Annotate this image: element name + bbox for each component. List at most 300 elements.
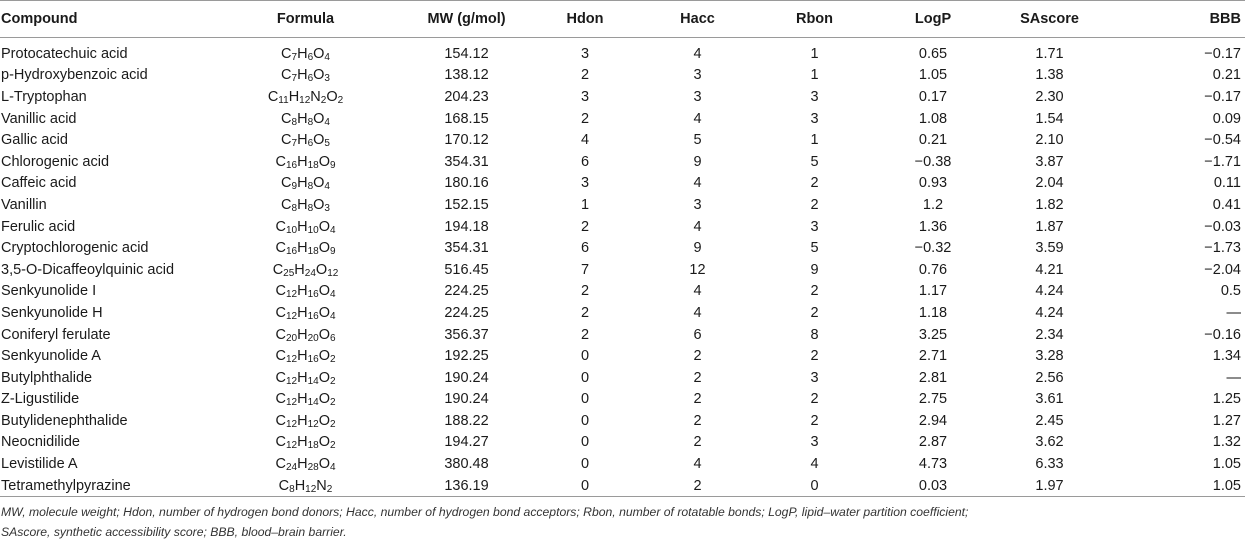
cell-sascore: 4.24 — [1035, 304, 1064, 321]
cell-logp: −0.38 — [914, 153, 952, 170]
formula-subscript: 16 — [307, 310, 319, 322]
cell-hacc: 2 — [693, 412, 702, 429]
formula-subscript: 8 — [289, 483, 295, 495]
cell-mw: 194.18 — [444, 218, 489, 235]
formula-subscript: 16 — [307, 289, 319, 301]
formula-element: H — [297, 283, 308, 300]
cell-sascore: 2.04 — [1035, 175, 1064, 192]
cell-compound: 3,5-O-Dicaffeoylquinic acid — [1, 261, 175, 278]
cell-logp: 4.73 — [918, 456, 948, 473]
table-row — [0, 475, 1245, 497]
cell-hacc: 12 — [689, 261, 706, 278]
cell-hdon: 2 — [580, 67, 590, 84]
cell-compound: Butylphthalide — [1, 369, 93, 386]
header-bbb: BBB — [1107, 1, 1245, 38]
formula-subscript: 4 — [329, 224, 336, 236]
cell-hacc: 4 — [693, 175, 702, 192]
cell-hacc: 3 — [693, 196, 702, 213]
formula-subscript: 12 — [305, 483, 317, 495]
footnote-line: MW, molecule weight; Hdon, number of hydrogen bond donors; Hacc, number of hydrogen bond acceptors; Rbon, number of rotatable bonds; LogP, lipid–water partition coefficient; — [1, 505, 969, 519]
cell-sascore: 6.33 — [1035, 456, 1064, 473]
cell-rbon: 3 — [810, 369, 819, 386]
formula-subscript: 10 — [285, 224, 298, 236]
formula-element: H — [297, 45, 308, 62]
cell-rbon: 1 — [810, 45, 819, 62]
formula-subscript: 18 — [307, 246, 319, 258]
formula-subscript: 10 — [307, 224, 319, 236]
cell-rbon: 5 — [810, 153, 819, 170]
table-row — [0, 237, 1245, 259]
cell-logp: 2.81 — [918, 369, 948, 386]
cell-bbb: −1.73 — [1204, 240, 1241, 257]
formula-subscript: 18 — [307, 440, 319, 452]
formula-element: O — [326, 88, 338, 105]
formula-subscript: 28 — [307, 462, 319, 474]
cell-mw: 516.45 — [444, 261, 489, 278]
cell-bbb: −0.03 — [1204, 218, 1241, 235]
cell-mw: 188.22 — [444, 412, 489, 429]
cell-formula — [208, 173, 403, 195]
cell-formula — [208, 345, 403, 367]
formula-element: O — [315, 261, 328, 278]
formula-element: H — [297, 326, 308, 343]
formula-element: H — [297, 132, 308, 149]
formula-element: C — [278, 477, 290, 494]
cell-mw: 356.37 — [444, 326, 489, 343]
cell-formula — [208, 129, 403, 151]
cell-hacc: 3 — [693, 67, 702, 84]
header-formula: Formula — [208, 1, 403, 38]
cell-logp: 0.65 — [918, 45, 948, 62]
cell-bbb: 1.27 — [1212, 412, 1241, 429]
cell-logp: 2.87 — [918, 434, 948, 451]
cell-rbon: 8 — [810, 326, 819, 343]
formula-subscript: 9 — [329, 246, 336, 258]
formula-subscript: 16 — [307, 354, 319, 366]
formula-element: O — [318, 283, 330, 300]
cell-hdon: 1 — [580, 196, 590, 213]
formula-element: H — [297, 369, 308, 386]
formula-subscript: 12 — [285, 310, 298, 322]
formula-subscript: 9 — [291, 181, 298, 193]
formula-subscript: 16 — [285, 246, 298, 258]
formula-element: H — [297, 153, 308, 170]
table-row — [0, 86, 1245, 108]
cell-logp: 2.75 — [918, 391, 948, 408]
cell-rbon: 1 — [810, 67, 819, 84]
formula-subscript: 12 — [307, 418, 319, 430]
formula-element: O — [318, 218, 330, 235]
header-logp: LogP — [874, 1, 992, 38]
table-header-row — [0, 1, 1245, 38]
formula-subscript: 7 — [291, 138, 298, 150]
cell-compound: Ferulic acid — [1, 218, 76, 235]
formula-element: C — [275, 218, 286, 235]
cell-bbb: 1.32 — [1212, 434, 1241, 451]
cell-hdon: 2 — [580, 326, 590, 343]
cell-rbon: 1 — [810, 132, 819, 149]
cell-rbon: 4 — [810, 456, 819, 473]
header-mw: MW (g/mol) — [403, 1, 530, 38]
cell-logp: 2.94 — [918, 412, 948, 429]
cell-sascore: 1.87 — [1035, 218, 1064, 235]
cell-bbb: 0.5 — [1220, 283, 1241, 300]
cell-mw: 354.31 — [444, 153, 489, 170]
cell-hdon: 7 — [580, 261, 590, 278]
cell-rbon: 3 — [810, 434, 819, 451]
cell-hacc: 5 — [693, 132, 702, 149]
cell-formula — [208, 65, 403, 87]
cell-formula — [208, 194, 403, 216]
formula-element: H — [297, 67, 308, 84]
table-body — [0, 38, 1245, 497]
cell-hacc: 2 — [693, 391, 702, 408]
formula-subscript: 14 — [307, 397, 319, 409]
formula-element: H — [297, 175, 308, 192]
cell-sascore: 2.34 — [1035, 326, 1064, 343]
cell-logp: 0.21 — [918, 132, 948, 149]
formula-subscript: 2 — [329, 440, 336, 452]
formula-subscript: 2 — [320, 94, 327, 106]
cell-bbb: 0.21 — [1212, 67, 1241, 84]
cell-logp: 0.76 — [918, 261, 948, 278]
formula-element: C — [281, 45, 292, 62]
cell-hdon: 2 — [580, 110, 590, 127]
cell-formula — [208, 453, 403, 475]
formula-subscript: 24 — [285, 462, 298, 474]
cell-logp: 3.25 — [918, 326, 948, 343]
cell-bbb: −2.04 — [1204, 261, 1241, 278]
cell-mw: 154.12 — [444, 45, 489, 62]
table-row — [0, 194, 1245, 216]
formula-subscript: 4 — [329, 462, 336, 474]
cell-hdon: 3 — [580, 45, 590, 62]
footnote-line: SAscore, synthetic accessibility score; BBB, blood–brain barrier. — [1, 524, 347, 539]
cell-sascore: 3.61 — [1035, 391, 1064, 408]
formula-subscript: 4 — [324, 51, 330, 63]
formula-element: H — [297, 196, 308, 213]
formula-element: N — [316, 477, 327, 494]
cell-bbb: 0.11 — [1213, 175, 1241, 192]
formula-element: O — [318, 369, 330, 386]
cell-hacc: 4 — [693, 45, 702, 62]
formula-subscript: 8 — [291, 202, 298, 214]
cell-logp: 0.03 — [874, 475, 992, 497]
formula-element: C — [275, 326, 286, 343]
cell-compound: Cryptochlorogenic acid — [1, 240, 149, 257]
cell-hdon: 6 — [580, 153, 590, 170]
cell-formula — [208, 259, 403, 281]
cell-compound: Caffeic acid — [1, 175, 77, 192]
formula-subscript: 25 — [283, 267, 295, 279]
formula-element: C — [281, 67, 292, 84]
cell-sascore: 3.59 — [1035, 240, 1064, 257]
cell-rbon: 2 — [810, 412, 819, 429]
header-sascore: SAscore — [992, 1, 1107, 38]
cell-bbb: −0.17 — [1204, 45, 1241, 62]
formula-subscript: 2 — [329, 397, 336, 409]
cell-bbb: 0.09 — [1212, 110, 1241, 127]
formula-subscript: 4 — [324, 116, 330, 128]
table-footnote — [1, 503, 1141, 542]
formula-element: C — [275, 240, 286, 257]
formula-element: C — [281, 132, 292, 149]
table-row — [0, 43, 1245, 65]
cell-logp: 1.18 — [918, 304, 948, 321]
formula-element: O — [313, 175, 325, 192]
cell-hacc: 4 — [693, 110, 702, 127]
cell-formula — [208, 281, 403, 303]
cell-sascore: 1.71 — [1035, 45, 1064, 62]
cell-compound: Protocatechuic acid — [1, 45, 128, 62]
header-rbon: Rbon — [755, 1, 874, 38]
cell-bbb: −0.16 — [1204, 326, 1241, 343]
cell-logp: 2.71 — [918, 348, 948, 365]
formula-element: O — [318, 348, 330, 365]
formula-subscript: 7 — [291, 73, 298, 85]
cell-compound: p-Hydroxybenzoic acid — [1, 67, 148, 84]
formula-element: C — [275, 348, 286, 365]
cell-mw: 224.25 — [444, 304, 489, 321]
formula-element: H — [288, 88, 300, 105]
formula-element: O — [313, 67, 325, 84]
formula-element: H — [297, 240, 308, 257]
cell-hacc: 9 — [693, 240, 702, 257]
formula-element: O — [318, 153, 330, 170]
formula-subscript: 12 — [285, 354, 298, 366]
cell-sascore: 2.45 — [1035, 412, 1064, 429]
formula-subscript: 12 — [285, 289, 298, 301]
formula-subscript: 9 — [329, 159, 336, 171]
cell-hacc: 2 — [640, 475, 755, 497]
formula-subscript: 4 — [324, 181, 330, 193]
formula-subscript: 12 — [285, 418, 298, 430]
cell-mw: 152.15 — [444, 196, 489, 213]
cell-compound: Chlorogenic acid — [1, 153, 110, 170]
cell-hacc: 2 — [693, 369, 702, 386]
cell-mw: 190.24 — [444, 369, 489, 386]
cell-bbb: 1.25 — [1212, 391, 1241, 408]
cell-hacc: 4 — [693, 218, 702, 235]
cell-compound: Senkyunolide H — [1, 304, 103, 321]
cell-sascore: 2.56 — [1035, 369, 1064, 386]
cell-formula — [208, 432, 403, 454]
formula-element: H — [297, 348, 308, 365]
formula-element: H — [297, 434, 308, 451]
formula-element: O — [313, 45, 325, 62]
header-hdon: Hdon — [530, 1, 640, 38]
cell-formula — [208, 410, 403, 432]
cell-mw: 354.31 — [444, 240, 489, 257]
cell-rbon: 3 — [810, 218, 819, 235]
cell-mw: 168.15 — [444, 110, 489, 127]
cell-hdon: 0 — [580, 391, 590, 408]
cell-formula — [208, 151, 403, 173]
table-row — [0, 108, 1245, 130]
cell-rbon: 2 — [810, 304, 819, 321]
cell-compound: Neocnidilide — [1, 434, 80, 451]
formula-subscript: 20 — [285, 332, 298, 344]
cell-logp: −0.32 — [914, 240, 952, 257]
cell-rbon: 3 — [810, 110, 819, 127]
formula-element: C — [275, 434, 286, 451]
cell-logp: 1.2 — [922, 196, 944, 213]
formula-element: H — [297, 391, 308, 408]
cell-rbon: 2 — [810, 283, 819, 300]
cell-logp: 1.17 — [918, 283, 948, 300]
cell-sascore: 1.54 — [1035, 110, 1064, 127]
cell-rbon: 0 — [755, 475, 874, 497]
cell-hdon: 0 — [580, 456, 590, 473]
cell-formula — [208, 216, 403, 238]
formula-subscript: 18 — [307, 159, 319, 171]
formula-subscript: 5 — [324, 138, 330, 150]
cell-rbon: 9 — [810, 261, 819, 278]
cell-logp: 1.36 — [918, 218, 948, 235]
cell-rbon: 2 — [810, 348, 819, 365]
cell-bbb: −1.71 — [1204, 153, 1241, 170]
cell-sascore: 4.21 — [1035, 261, 1064, 278]
formula-element: O — [318, 391, 330, 408]
formula-subscript: 6 — [307, 51, 314, 63]
table-row — [0, 389, 1245, 411]
table-row — [0, 173, 1245, 195]
formula-subscript: 2 — [337, 94, 344, 106]
cell-hacc: 2 — [693, 348, 702, 365]
cell-mw: 138.12 — [444, 67, 489, 84]
formula-element: C — [275, 153, 286, 170]
table-row — [0, 65, 1245, 87]
cell-sascore: 3.87 — [1035, 153, 1064, 170]
cell-hacc: 4 — [693, 304, 702, 321]
cell-hdon: 2 — [580, 304, 590, 321]
formula-subscript: 6 — [307, 138, 314, 150]
cell-sascore: 4.24 — [1035, 283, 1064, 300]
table-row — [0, 453, 1245, 475]
formula-element: C — [275, 391, 286, 408]
cell-rbon: 2 — [810, 391, 819, 408]
cell-mw: 136.19 — [403, 475, 530, 497]
cell-sascore: 1.82 — [1035, 196, 1064, 213]
formula-element: H — [294, 261, 305, 278]
formula-subscript: 2 — [326, 483, 333, 495]
cell-sascore: 3.28 — [1035, 348, 1064, 365]
cell-hdon: 0 — [530, 475, 640, 497]
cell-compound: Senkyunolide A — [1, 348, 101, 365]
formula-subscript: 12 — [285, 397, 298, 409]
cell-mw: 194.27 — [444, 434, 489, 451]
cell-bbb: 1.34 — [1212, 348, 1241, 365]
cell-hdon: 0 — [580, 412, 590, 429]
table-row — [0, 367, 1245, 389]
cell-mw: 180.16 — [444, 175, 489, 192]
cell-compound: Levistilide A — [1, 456, 78, 473]
cell-compound: Gallic acid — [1, 132, 68, 149]
cell-hacc: 3 — [693, 88, 702, 105]
cell-compound: Z-Ligustilide — [1, 391, 80, 408]
formula-subscript: 14 — [307, 375, 319, 387]
formula-element: C — [275, 304, 286, 321]
cell-sascore: 1.97 — [992, 475, 1107, 497]
table-row — [0, 432, 1245, 454]
cell-bbb: −0.17 — [1204, 88, 1241, 105]
cell-compound: Senkyunolide I — [1, 283, 97, 300]
table-row — [0, 281, 1245, 303]
table-row — [0, 216, 1245, 238]
cell-bbb: 1.05 — [1212, 456, 1241, 473]
cell-sascore: 2.30 — [1035, 88, 1064, 105]
cell-formula — [208, 389, 403, 411]
cell-logp: 1.05 — [918, 67, 948, 84]
cell-hacc: 4 — [693, 283, 702, 300]
formula-subscript: 6 — [329, 332, 336, 344]
cell-compound: Butylidenephthalide — [1, 412, 128, 429]
formula-subscript: 3 — [324, 202, 330, 214]
formula-subscript: 12 — [285, 375, 298, 387]
cell-bbb: — — [1226, 304, 1241, 321]
table-row — [0, 410, 1245, 432]
cell-sascore: 2.10 — [1035, 132, 1064, 149]
cell-hdon: 0 — [580, 348, 590, 365]
cell-formula — [208, 108, 403, 130]
formula-element: O — [318, 412, 330, 429]
formula-element: O — [318, 456, 330, 473]
cell-hdon: 6 — [580, 240, 590, 257]
formula-subscript: 7 — [291, 51, 298, 63]
cell-logp: 0.17 — [918, 88, 948, 105]
formula-subscript: 8 — [307, 202, 314, 214]
formula-element: C — [275, 369, 286, 386]
formula-element: O — [318, 434, 330, 451]
cell-hdon: 0 — [580, 434, 590, 451]
cell-compound: Vanillic acid — [1, 110, 77, 127]
formula-subscript: 6 — [307, 73, 314, 85]
formula-element: C — [272, 261, 284, 278]
formula-subscript: 3 — [324, 73, 330, 85]
formula-subscript: 16 — [285, 159, 298, 171]
cell-formula — [208, 43, 403, 65]
formula-element: N — [310, 88, 321, 105]
formula-subscript: 12 — [299, 94, 311, 106]
cell-rbon: 2 — [810, 175, 819, 192]
formula-subscript: 20 — [307, 332, 319, 344]
formula-subscript: 24 — [304, 267, 316, 279]
cell-compound: Coniferyl ferulate — [1, 326, 111, 343]
cell-logp: 1.08 — [918, 110, 948, 127]
cell-bbb: 0.41 — [1212, 196, 1241, 213]
formula-subscript: 4 — [329, 310, 336, 322]
cell-mw: 224.25 — [444, 283, 489, 300]
formula-element: O — [313, 110, 325, 127]
cell-hdon: 3 — [580, 175, 590, 192]
cell-hacc: 2 — [693, 434, 702, 451]
cell-sascore: 1.38 — [1035, 67, 1064, 84]
formula-subscript: 11 — [278, 94, 289, 106]
table-row — [0, 151, 1245, 173]
formula-subscript: 8 — [291, 116, 298, 128]
formula-element: O — [313, 196, 325, 213]
cell-hdon: 2 — [580, 218, 590, 235]
cell-sascore: 3.62 — [1035, 434, 1064, 451]
cell-mw: 204.23 — [444, 88, 489, 105]
cell-hacc: 6 — [693, 326, 702, 343]
formula-element: C — [267, 88, 279, 105]
cell-compound: L-Tryptophan — [1, 88, 87, 105]
formula-subscript: 12 — [285, 440, 298, 452]
cell-logp: 0.93 — [918, 175, 948, 192]
cell-rbon: 5 — [810, 240, 819, 257]
cell-mw: 190.24 — [444, 391, 489, 408]
